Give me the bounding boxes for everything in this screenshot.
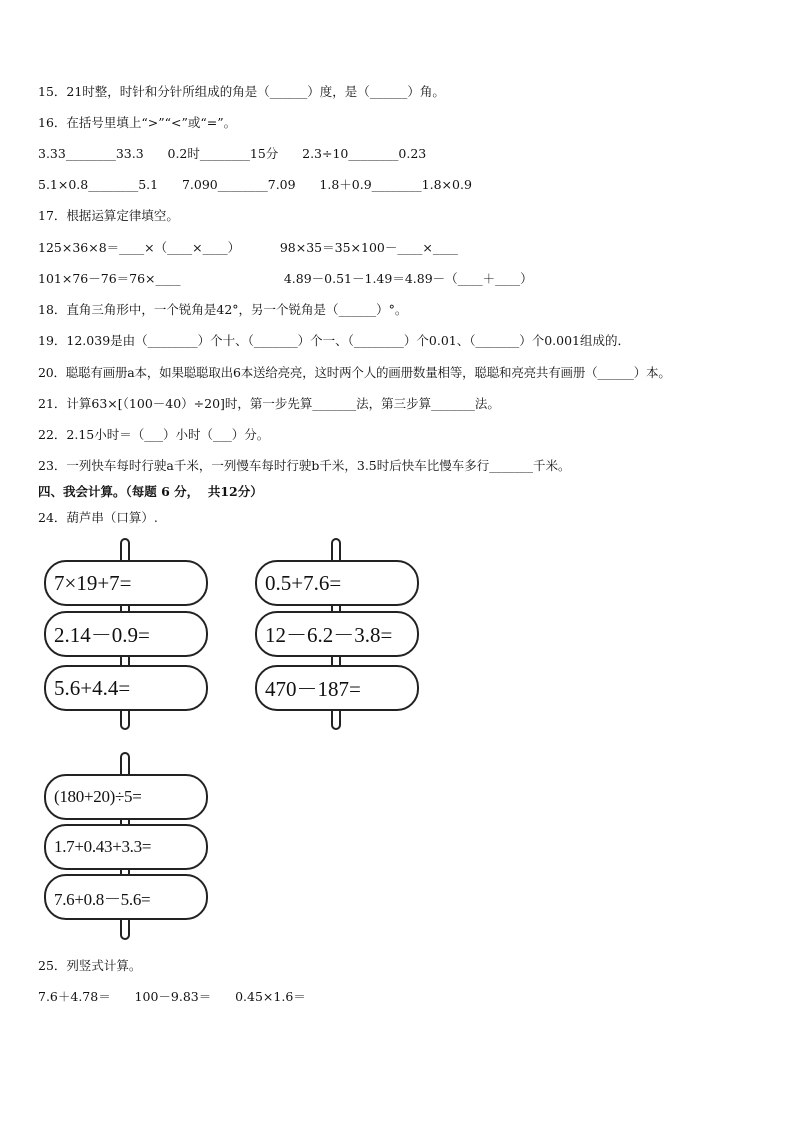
skewer-b-item-2: 12－6.2－3.8=	[255, 611, 419, 657]
question-25: 25．列竖式计算。	[38, 958, 142, 973]
gourd-skewer-a	[44, 538, 212, 730]
question-17-row-2: 101×76－76＝76×____ 4.89－0.51－1.49＝4.89－（____＋____）	[38, 271, 533, 286]
question-16-row-1: 3.33________33.3 0.2时________15分 2.3÷10________0.23	[38, 146, 427, 161]
question-18: 18．直角三角形中，一个锐角是42°，另一个锐角是（______）°。	[38, 302, 408, 317]
skewer-c-item-2: 1.7+0.43+3.3=	[44, 824, 208, 870]
skewer-b-item-3: 470－187=	[255, 665, 419, 711]
skewer-b-item-1: 0.5+7.6=	[255, 560, 419, 606]
question-17-row-1: 125×36×8＝____×（____×____） 98×35＝35×100－____×____	[38, 240, 458, 255]
skewer-c-item-3: 7.6+0.8－5.6=	[44, 874, 208, 920]
question-23: 23．一列快车每时行驶a千米，一列慢车每时行驶b千米，3.5时后快车比慢车多行_______千米。	[38, 458, 571, 473]
section-4-heading: 四、我会计算。（每题 6 分， 共12分）	[38, 484, 263, 499]
question-22: 22．2.15小时＝（___）小时（___）分。	[38, 427, 270, 442]
question-24: 24．葫芦串（口算）.	[38, 510, 158, 525]
question-19: 19．12.039是由（________）个十、（_______）个一、（________）个0.01、（_______）个0.001组成的．	[38, 333, 631, 348]
question-15: 15．21时整，时针和分针所组成的角是（______）度，是（______）角。	[38, 84, 445, 99]
question-17: 17．根据运算定律填空。	[38, 208, 179, 223]
question-20: 20．聪聪有画册a本，如果聪聪取出6本送给亮亮，这时两个人的画册数量相等，聪聪和亮亮共有画册（______）本。	[38, 365, 671, 380]
question-16-row-2: 5.1×0.8________5.1 7.090________7.09 1.8＋0.9________1.8×0.9	[38, 177, 472, 192]
gourd-skewer-c	[44, 752, 212, 940]
question-21: 21．计算63×[（100－40）÷20]时，第一步先算_______法，第三步算_______法。	[38, 396, 500, 411]
skewer-a-item-3: 5.6+4.4=	[44, 665, 208, 711]
gourd-skewer-b	[255, 538, 423, 730]
question-25-row: 7.6＋4.78＝ 100－9.83＝ 0.45×1.6＝	[38, 989, 306, 1004]
skewer-a-item-1: 7×19+7=	[44, 560, 208, 606]
skewer-a-item-2: 2.14－0.9=	[44, 611, 208, 657]
skewer-c-item-1: (180+20)÷5=	[44, 774, 208, 820]
question-16: 16．在括号里填上“>”“<”或“=”。	[38, 115, 237, 130]
